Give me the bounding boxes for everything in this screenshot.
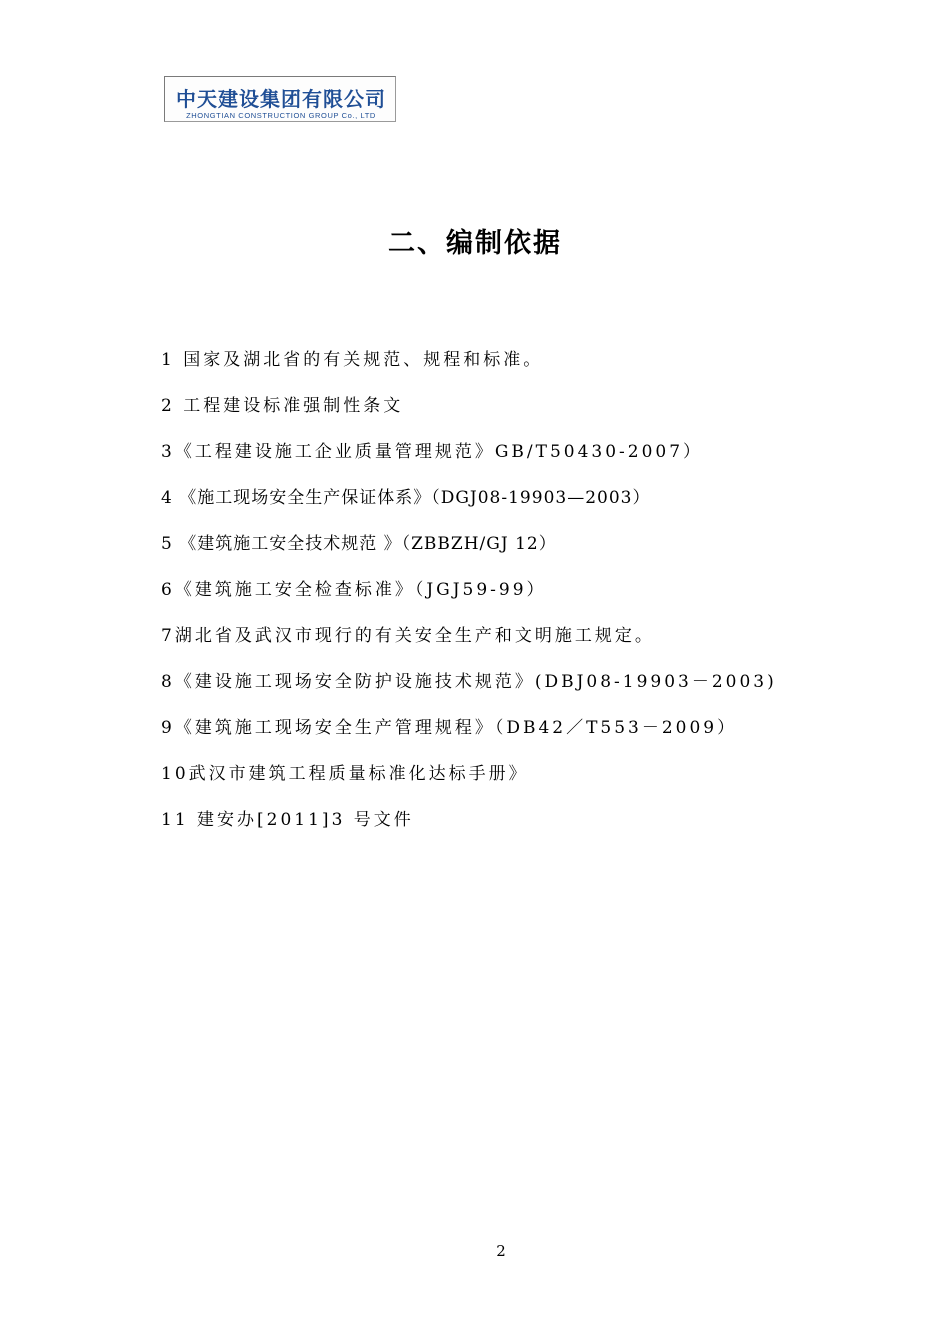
basis-item-1: 1 国家及湖北省的有关规范、规程和标准。 bbox=[161, 350, 544, 370]
basis-item-7: 7湖北省及武汉市现行的有关安全生产和文明施工规定。 bbox=[161, 626, 655, 646]
basis-item-9: 9《建筑施工现场安全生产管理规程》（DB42／T553－2009） bbox=[161, 718, 738, 738]
logo-chinese-name: 中天建设集团有限公司 bbox=[176, 87, 386, 111]
basis-item-6: 6《建筑施工安全检查标准》（JGJ59-99） bbox=[161, 580, 547, 600]
section-title: 二、编制依据 bbox=[388, 228, 562, 259]
basis-item-3: 3《工程建设施工企业质量管理规范》GB/T50430-2007） bbox=[161, 442, 704, 462]
basis-item-10: 10武汉市建筑工程质量标准化达标手册》 bbox=[161, 764, 529, 784]
basis-item-4: 4 《施工现场安全生产保证体系》（DGJ08-19903—2003） bbox=[161, 488, 651, 508]
page-number: 2 bbox=[496, 1242, 506, 1260]
basis-item-8: 8《建设施工现场安全防护设施技术规范》(DBJ08-19903－2003) bbox=[161, 672, 777, 692]
basis-list bbox=[161, 345, 861, 851]
basis-item-5: 5 《建筑施工安全技术规范 》（ZBBZH/GJ 12） bbox=[161, 534, 557, 554]
logo-english-name: ZHONGTIAN CONSTRUCTION GROUP Co., LTD bbox=[186, 111, 376, 120]
basis-item-11: 11 建安办[2011]3 号文件 bbox=[161, 810, 414, 830]
company-logo bbox=[164, 76, 396, 122]
basis-item-2: 2 工程建设标准强制性条文 bbox=[161, 396, 404, 416]
